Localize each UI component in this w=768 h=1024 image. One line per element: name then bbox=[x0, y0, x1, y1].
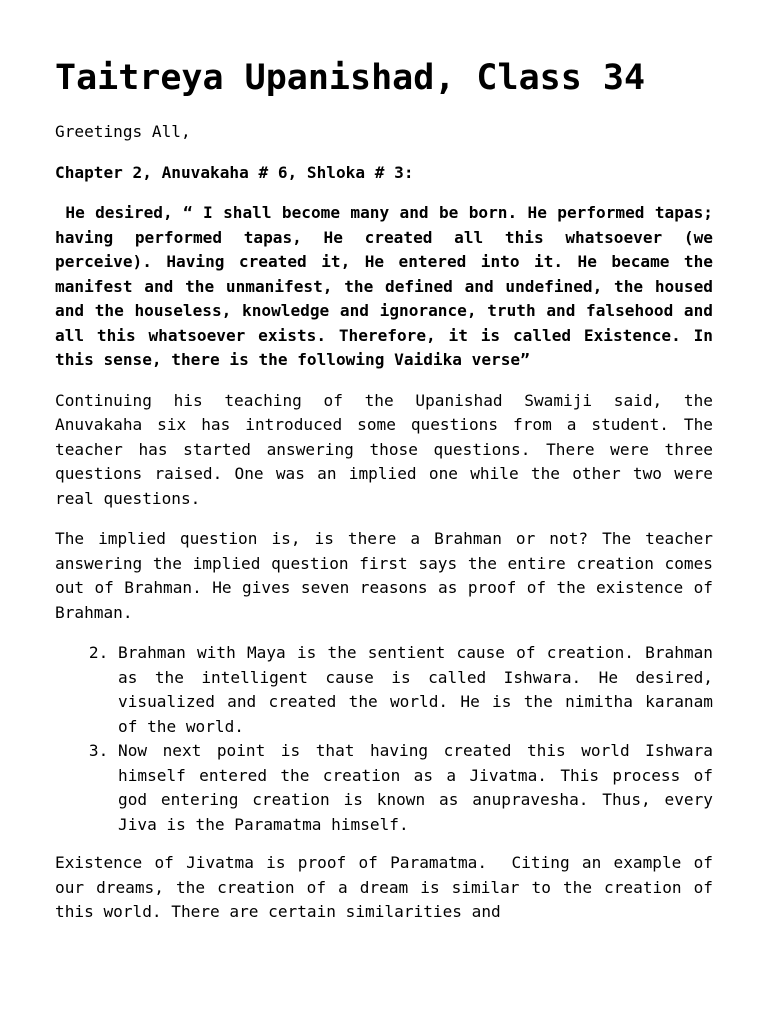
proof-list-item: 3. Now next point is that having created this world Ishwara himself entered the creation as a Jivatma. This process of god entering creation is known as anupravesha. Thus, every Jiva is the Paramatma himself. bbox=[118, 739, 713, 837]
shloka-translation: He desired, “ I shall become many and be born. He performed tapas; having performed tapas, He created all this whatsoever (we perceive). Having created it, He entered into it. He became the manifest and the unmanifest, the defined and undefined, the housed and the houseless, knowledge and ignorance, truth and falsehood and all this whatsoever exists. Therefore, it is called Existence. In this sense, there is the following Vaidika verse” bbox=[55, 203, 723, 369]
greeting-text: Greetings All, bbox=[55, 122, 191, 141]
body-paragraph-3: Existence of Jivatma is proof of Paramatma. Citing an example of our dreams, the creation of a dream is similar to the creation of this world. There are certain similarities and bbox=[55, 853, 723, 921]
proof-list-item: 2. Brahman with Maya is the sentient cause of creation. Brahman as the intelligent cause is called Ishwara. He desired, visualized and created the world. He is the nimitha karanam of the world. bbox=[118, 641, 713, 739]
article-title: Taitreya Upanishad, Class 34 bbox=[55, 58, 646, 98]
body-paragraph-2: The implied question is, is there a Brahman or not? The teacher answering the implied question first says the entire creation comes out of Brahman. He gives seven reasons as proof of the existence of Brahman. bbox=[55, 529, 713, 622]
chapter-reference: Chapter 2, Anuvakaha # 6, Shloka # 3: bbox=[55, 162, 414, 182]
body-paragraph-1: Continuing his teaching of the Upanishad Swamiji said, the Anuvakaha six has introduced some questions from a student. The teacher has started answering those questions. There were three questions raised. One was an implied one while the other two were real questions. bbox=[55, 390, 713, 508]
proof-list bbox=[55, 641, 713, 837]
